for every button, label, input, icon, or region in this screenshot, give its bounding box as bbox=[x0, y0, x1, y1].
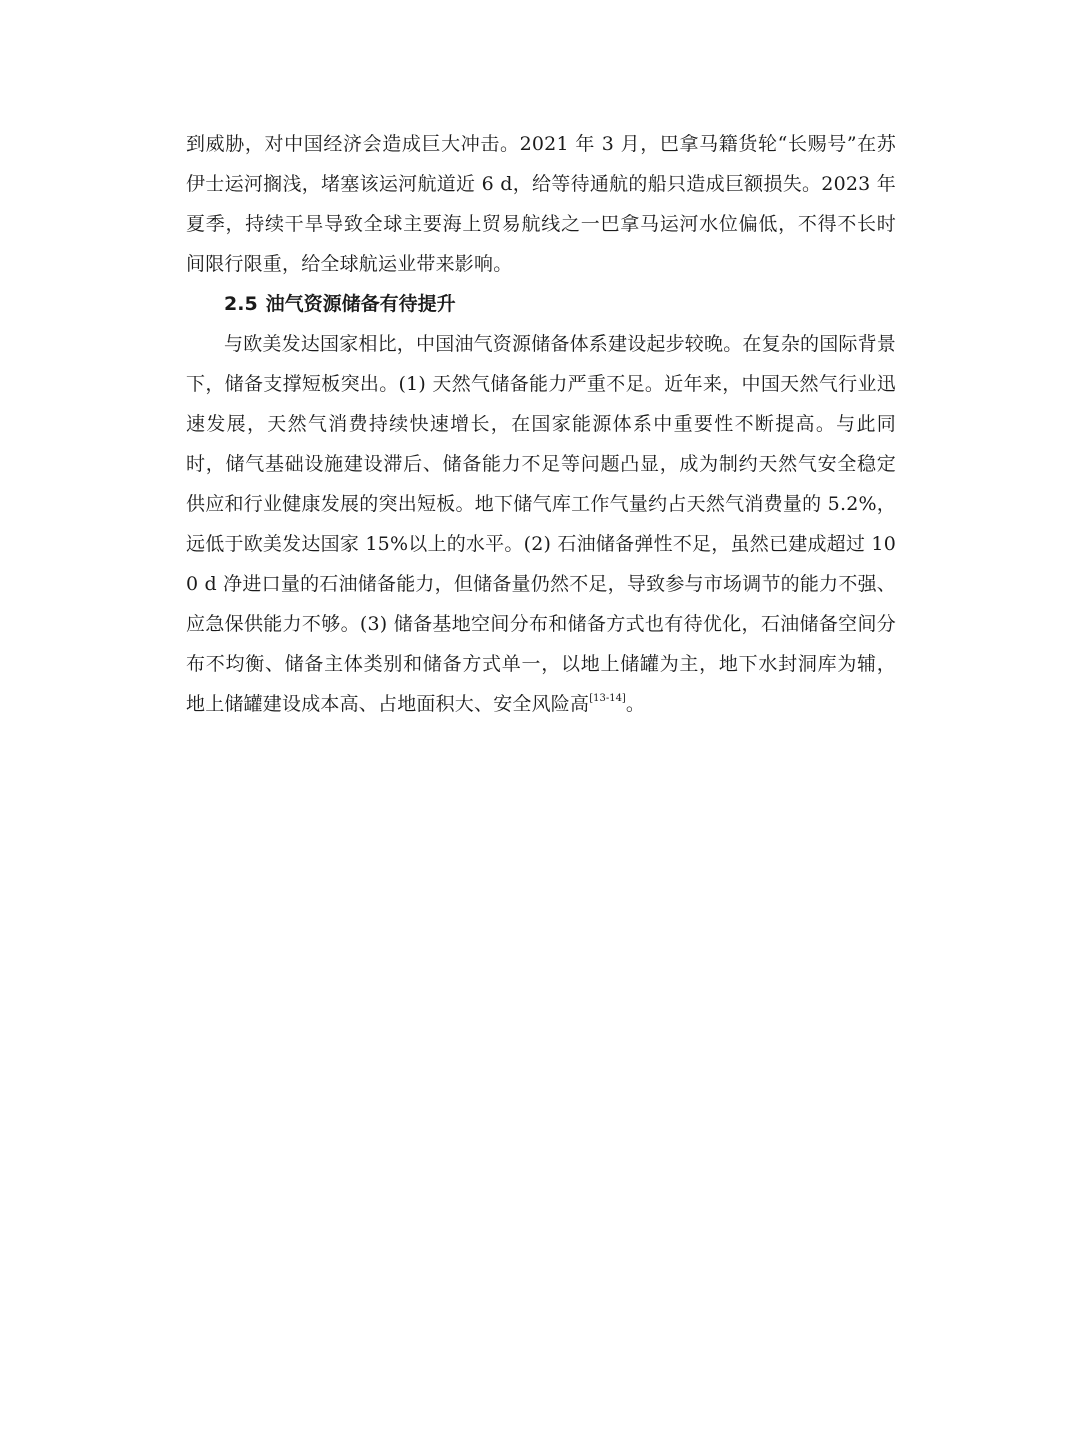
document-body bbox=[186, 124, 896, 724]
paragraph-shipping-risk bbox=[186, 124, 896, 284]
paragraph-text: 与欧美发达国家相比，中国油气资源储备体系建设起步较晚。在复杂的国际背景下，储备支撑短板突出。(1) 天然气储备能力严重不足。近年来，中国天然气行业迅速发展，天然气消费持续快速增长，在国家能源体系中重要性不断提高。与此同时，储气基础设施建设滞后、储备能力不足等问题凸显，成为制约天然气安全稳定供应和行业健康发展的突出短板。地下储气库工作气量约占天然气消费量的 5.2%，远低于欧美发达国家 15%以上的水平。(2) 石油储备弹性不足，虽然已建成超过 100 d 净进口量的石油储备能力，但储备量仍然不足，导致参与市场调节的能力不强、应急保供能力不够。(3) 储备基地空间分布和储备方式也有待优化，石油储备空间分布不均衡、储备主体类别和储备方式单一，以地上储罐为主，地下水封洞库为辅，地上储罐建设成本高、占地面积大、安全风险高 bbox=[186, 333, 897, 715]
citation-reference: [13-14] bbox=[589, 693, 626, 704]
section-title: 油气资源储备有待提升 bbox=[265, 293, 456, 315]
paragraph-ending: 。 bbox=[625, 693, 646, 715]
section-number: 2.5 bbox=[224, 293, 258, 315]
section-heading bbox=[186, 284, 896, 324]
paragraph-reserves bbox=[186, 324, 896, 724]
paragraph-text: 到威胁，对中国经济会造成巨大冲击。2021 年 3 月，巴拿马籍货轮“长赐号”在苏伊士运河搁浅，堵塞该运河航道近 6 d，给等待通航的船只造成巨额损失。2023 年夏季，持续干旱导致全球主要海上贸易航线之一巴拿马运河水位偏低，不得不长时间限行限重，给全球航运业带来影响。 bbox=[186, 133, 896, 275]
